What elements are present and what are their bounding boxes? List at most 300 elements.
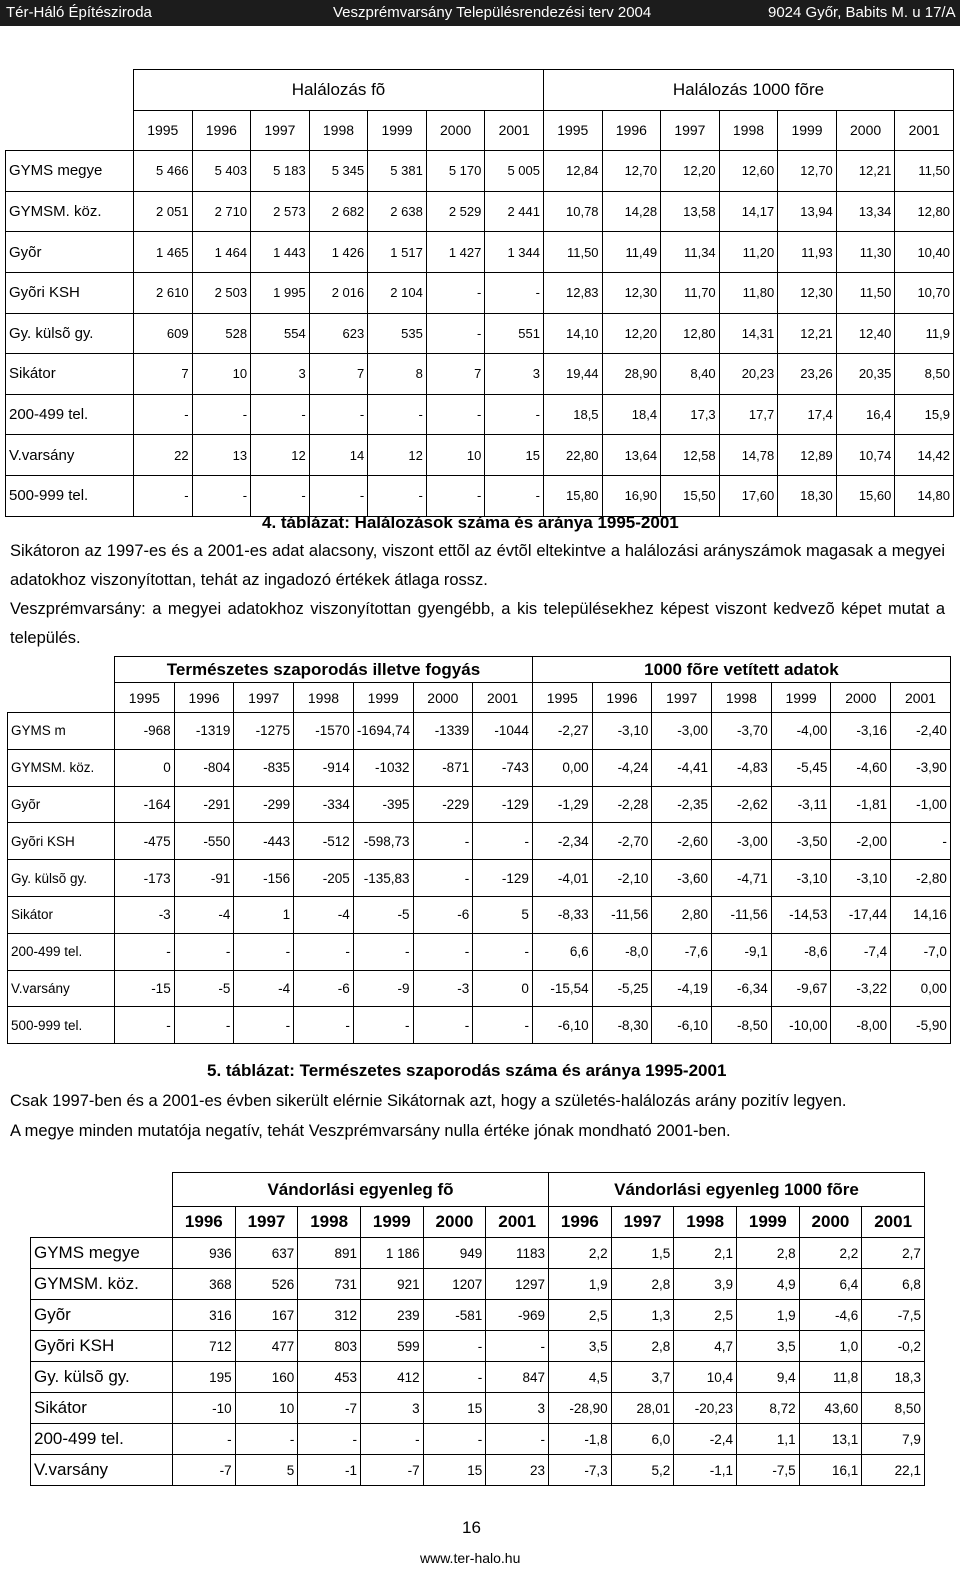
mortality-cell: 1 443 (251, 232, 310, 273)
natural-increase-cell: -14,53 (771, 896, 831, 933)
natural-increase-cell: -2,70 (592, 823, 652, 860)
migration-cell: -28,90 (549, 1393, 612, 1424)
migration-cell: 3,7 (611, 1362, 674, 1393)
natural-increase-cell: 0 (473, 970, 533, 1007)
natural-increase-cell: -6,10 (652, 1007, 712, 1044)
mortality-cell: 12,58 (661, 435, 720, 476)
migration-cell: 3,9 (674, 1269, 737, 1300)
mortality-cell: 10,74 (836, 435, 895, 476)
page-header (0, 0, 960, 26)
natural-increase-cell: -3,10 (771, 860, 831, 897)
natural-increase-cell: -4,00 (771, 713, 831, 750)
mortality-cell: 12 (251, 435, 310, 476)
natural-increase-cell: -395 (353, 786, 413, 823)
natural-increase-cell: -3,22 (831, 970, 891, 1007)
mortality-cell: 28,90 (602, 354, 661, 395)
migration-cell: 239 (360, 1300, 423, 1331)
natural-increase-cell: -9 (353, 970, 413, 1007)
natural-increase-year-header: 1996 (592, 683, 652, 713)
mortality-cell: 2 051 (134, 191, 193, 232)
migration-cell: -7,5 (736, 1455, 799, 1486)
natural-increase-cell: -15 (115, 970, 175, 1007)
mortality-row (6, 475, 954, 516)
natural-increase-cell: 14,16 (891, 896, 951, 933)
natural-increase-cell: -8,00 (831, 1007, 891, 1044)
migration-cell: 3 (486, 1393, 549, 1424)
natural-increase-cell: -4,71 (712, 860, 772, 897)
mortality-cell: 14,10 (543, 313, 602, 354)
mortality-cell: 17,7 (719, 394, 778, 435)
natural-increase-cell: -968 (115, 713, 175, 750)
mortality-cell: 11,50 (895, 151, 954, 192)
mortality-cell: 17,4 (778, 394, 837, 435)
natural-increase-group-header-row (8, 657, 951, 683)
migration-cell: 15 (423, 1455, 486, 1486)
mortality-cell: 18,30 (778, 475, 837, 516)
natural-increase-cell: -4 (294, 896, 354, 933)
natural-increase-cell: -129 (473, 860, 533, 897)
natural-increase-cell: -334 (294, 786, 354, 823)
natural-increase-year-header: 1998 (712, 683, 772, 713)
migration-cell: - (423, 1424, 486, 1455)
mortality-cell: 12,70 (602, 151, 661, 192)
migration-cell: 847 (486, 1362, 549, 1393)
natural-increase-cell: -475 (115, 823, 175, 860)
mortality-cell: 2 682 (309, 191, 368, 232)
migration-cell: -581 (423, 1300, 486, 1331)
natural-increase-cell: 2,80 (652, 896, 712, 933)
mortality-cell: 8,50 (895, 354, 954, 395)
mortality-cell: - (426, 272, 485, 313)
mortality-row (6, 394, 954, 435)
migration-year-header: 2000 (423, 1207, 486, 1238)
mortality-row-label: Gy. külsõ gy. (6, 313, 134, 354)
natural-increase-cell: -871 (413, 749, 473, 786)
mortality-cell: 20,35 (836, 354, 895, 395)
mortality-year-header: 2000 (836, 110, 895, 151)
natural-increase-cell: -2,10 (592, 860, 652, 897)
migration-cell: 2,8 (611, 1269, 674, 1300)
migration-row-label: Gy. külsõ gy. (31, 1362, 173, 1393)
mortality-cell: 11,50 (836, 272, 895, 313)
header-firm: Tér-Háló Építésziroda (6, 4, 152, 21)
natural-increase-year-header: 1995 (115, 683, 175, 713)
migration-cell: -7 (360, 1455, 423, 1486)
mortality-cell: 5 183 (251, 151, 310, 192)
natural-increase-row-label: 500-999 tel. (8, 1007, 115, 1044)
mortality-cell: 14,28 (602, 191, 661, 232)
natural-increase-cell: -156 (234, 860, 294, 897)
migration-cell: 936 (173, 1238, 236, 1269)
natural-increase-cell: -11,56 (592, 896, 652, 933)
header-document-title: Veszprémvarsány Településrendezési terv 2004 (333, 4, 652, 21)
mortality-cell: 11,9 (895, 313, 954, 354)
migration-cell: 1,0 (799, 1331, 862, 1362)
footer-url: www.ter-halo.hu (420, 1550, 521, 1566)
natural-increase-cell: -9,67 (771, 970, 831, 1007)
migration-cell: 10,4 (674, 1362, 737, 1393)
migration-cell: 16,1 (799, 1455, 862, 1486)
natural-increase-cell: -4,24 (592, 749, 652, 786)
migration-cell: 891 (298, 1238, 361, 1269)
mortality-year-header: 1999 (778, 110, 837, 151)
mortality-cell: 14,42 (895, 435, 954, 476)
mortality-cell: 2 610 (134, 272, 193, 313)
mortality-cell: 15 (485, 435, 544, 476)
natural-increase-cell: - (413, 823, 473, 860)
migration-cell: 7,9 (862, 1424, 925, 1455)
migration-cell: 6,4 (799, 1269, 862, 1300)
mortality-cell: - (134, 394, 193, 435)
migration-cell: 4,7 (674, 1331, 737, 1362)
natural-increase-row-label: 200-499 tel. (8, 933, 115, 970)
mortality-row (6, 191, 954, 232)
mortality-cell: - (426, 313, 485, 354)
mortality-row-label: Gyõr (6, 232, 134, 273)
mortality-row-label: Gyõri KSH (6, 272, 134, 313)
migration-cell: 4,9 (736, 1269, 799, 1300)
natural-increase-row (8, 970, 951, 1007)
natural-increase-cell: -1694,74 (353, 713, 413, 750)
natural-increase-cell: -443 (234, 823, 294, 860)
natural-increase-corner-cell (8, 657, 115, 683)
natural-increase-cell: -91 (174, 860, 234, 897)
natural-increase-cell: -7,0 (891, 933, 951, 970)
natural-increase-table-body (8, 657, 951, 1044)
migration-cell: 2,5 (549, 1300, 612, 1331)
migration-cell: 2,7 (862, 1238, 925, 1269)
natural-increase-cell: -8,50 (712, 1007, 772, 1044)
natural-increase-year-header: 2000 (413, 683, 473, 713)
natural-increase-cell: 0,00 (891, 970, 951, 1007)
migration-cell: -4,6 (799, 1300, 862, 1331)
mortality-row-label: 500-999 tel. (6, 475, 134, 516)
mortality-cell: 5 381 (368, 151, 427, 192)
mortality-cell: 2 638 (368, 191, 427, 232)
mortality-cell: 10 (426, 435, 485, 476)
migration-row (31, 1269, 925, 1300)
mortality-cell: 13,58 (661, 191, 720, 232)
natural-increase-cell: -1275 (234, 713, 294, 750)
mortality-cell: 15,50 (661, 475, 720, 516)
mortality-cell: 16,4 (836, 394, 895, 435)
mortality-year-header: 1999 (368, 110, 427, 151)
migration-cell: 13,1 (799, 1424, 862, 1455)
migration-cell: 1207 (423, 1269, 486, 1300)
natural-increase-cell: -3,16 (831, 713, 891, 750)
natural-increase-group-right: 1000 fõre vetített adatok (532, 657, 950, 683)
mortality-cell: 2 104 (368, 272, 427, 313)
migration-cell: 712 (173, 1331, 236, 1362)
migration-table (30, 1172, 925, 1486)
mortality-cell: - (426, 394, 485, 435)
natural-increase-cell: -4,83 (712, 749, 772, 786)
mortality-paragraph-1: Sikátoron az 1997-es és a 2001-es adat alacsony, viszont ettõl az évtõl eltekintve a halálozási arányszámok magasak a megyei adatokhoz viszonyítottan, tehát az ingadozó értékek átlaga rossz. (10, 542, 945, 589)
migration-year-header: 1996 (549, 1207, 612, 1238)
natural-increase-cell: - (413, 933, 473, 970)
natural-increase-cell: -229 (413, 786, 473, 823)
migration-row-label: V.varsány (31, 1455, 173, 1486)
migration-group-right: Vándorlási egyenleg 1000 fõre (549, 1173, 925, 1207)
migration-corner-cell-2 (31, 1207, 173, 1238)
page-number: 16 (462, 1518, 481, 1537)
mortality-cell: 8 (368, 354, 427, 395)
migration-cell: 803 (298, 1331, 361, 1362)
migration-cell: 8,72 (736, 1393, 799, 1424)
mortality-cell: 623 (309, 313, 368, 354)
natural-increase-cell: -3,50 (771, 823, 831, 860)
mortality-cell: 10 (192, 354, 251, 395)
migration-cell: 28,01 (611, 1393, 674, 1424)
natural-increase-cell: -291 (174, 786, 234, 823)
migration-group-header-row (31, 1173, 925, 1207)
mortality-cell: 12,30 (778, 272, 837, 313)
natural-increase-row (8, 786, 951, 823)
migration-row (31, 1424, 925, 1455)
migration-cell: -7 (173, 1455, 236, 1486)
migration-cell: 8,50 (862, 1393, 925, 1424)
natural-increase-cell: -4 (174, 896, 234, 933)
natural-increase-cell: 0 (115, 749, 175, 786)
natural-increase-cell: -512 (294, 823, 354, 860)
natural-increase-year-header-row (8, 683, 951, 713)
mortality-cell: 15,9 (895, 394, 954, 435)
migration-cell: 1 186 (360, 1238, 423, 1269)
natural-increase-cell: -2,35 (652, 786, 712, 823)
migration-cell: 1,5 (611, 1238, 674, 1269)
migration-cell: -1 (298, 1455, 361, 1486)
migration-cell: -969 (486, 1300, 549, 1331)
migration-cell: 637 (235, 1238, 298, 1269)
migration-cell: -1,8 (549, 1424, 612, 1455)
mortality-cell: - (485, 394, 544, 435)
migration-year-header: 1997 (611, 1207, 674, 1238)
natural-increase-cell: -4,19 (652, 970, 712, 1007)
natural-increase-cell: -550 (174, 823, 234, 860)
mortality-cell: 20,23 (719, 354, 778, 395)
natural-increase-cell: -4,01 (532, 860, 592, 897)
migration-cell: 312 (298, 1300, 361, 1331)
mortality-cell: 12,30 (602, 272, 661, 313)
natural-increase-cell: -1,00 (891, 786, 951, 823)
mortality-cell: - (485, 475, 544, 516)
mortality-cell: 18,4 (602, 394, 661, 435)
natural-increase-cell: -7,4 (831, 933, 891, 970)
natural-increase-cell: -3 (413, 970, 473, 1007)
mortality-group-header-row (6, 70, 954, 111)
mortality-cell: 13,34 (836, 191, 895, 232)
natural-increase-cell: - (294, 1007, 354, 1044)
mortality-cell: 22 (134, 435, 193, 476)
mortality-year-header: 1998 (719, 110, 778, 151)
mortality-cell: - (426, 475, 485, 516)
mortality-cell: 11,80 (719, 272, 778, 313)
mortality-cell: 15,60 (836, 475, 895, 516)
natural-increase-table-caption: 5. táblázat: Természetes szaporodás száma és aránya 1995-2001 (207, 1061, 727, 1080)
natural-increase-cell: -6 (413, 896, 473, 933)
mortality-cell: 12 (368, 435, 427, 476)
migration-row (31, 1331, 925, 1362)
mortality-table (5, 69, 954, 517)
mortality-cell: 12,21 (836, 151, 895, 192)
migration-cell: 2,8 (736, 1238, 799, 1269)
migration-cell: -7,5 (862, 1300, 925, 1331)
migration-row-label: 200-499 tel. (31, 1424, 173, 1455)
mortality-cell: 1 465 (134, 232, 193, 273)
natural-increase-cell: - (115, 933, 175, 970)
mortality-cell: - (192, 475, 251, 516)
natural-increase-cell: -5,45 (771, 749, 831, 786)
natural-increase-cell: -4,60 (831, 749, 891, 786)
migration-cell: 2,1 (674, 1238, 737, 1269)
natural-increase-row-label: V.varsány (8, 970, 115, 1007)
mortality-cell: 7 (426, 354, 485, 395)
mortality-cell: 1 427 (426, 232, 485, 273)
mortality-cell: 13 (192, 435, 251, 476)
mortality-year-header: 2001 (485, 110, 544, 151)
natural-increase-cell: -2,27 (532, 713, 592, 750)
mortality-cell: - (134, 475, 193, 516)
mortality-cell: 23,26 (778, 354, 837, 395)
migration-year-header: 1999 (360, 1207, 423, 1238)
mortality-cell: 12,20 (661, 151, 720, 192)
mortality-row (6, 151, 954, 192)
mortality-year-header: 1995 (543, 110, 602, 151)
migration-cell: 6,0 (611, 1424, 674, 1455)
mortality-cell: 10,70 (895, 272, 954, 313)
mortality-cell: 12,83 (543, 272, 602, 313)
natural-increase-cell: -2,40 (891, 713, 951, 750)
natural-increase-cell: -2,60 (652, 823, 712, 860)
mortality-cell: - (309, 394, 368, 435)
migration-row (31, 1300, 925, 1331)
migration-cell: 1,9 (549, 1269, 612, 1300)
migration-row (31, 1393, 925, 1424)
migration-row-label: Sikátor (31, 1393, 173, 1424)
natural-increase-cell: -2,00 (831, 823, 891, 860)
natural-increase-cell: - (234, 933, 294, 970)
natural-increase-year-header: 1996 (174, 683, 234, 713)
natural-increase-cell: -5 (174, 970, 234, 1007)
mortality-cell: 22,80 (543, 435, 602, 476)
natural-increase-cell: -804 (174, 749, 234, 786)
natural-increase-cell: -6,34 (712, 970, 772, 1007)
natural-increase-row (8, 1007, 951, 1044)
migration-cell: 599 (360, 1331, 423, 1362)
natural-increase-cell: -2,28 (592, 786, 652, 823)
natural-increase-cell: - (174, 1007, 234, 1044)
mortality-cell: 12,60 (719, 151, 778, 192)
mortality-year-header: 1995 (134, 110, 193, 151)
mortality-year-header: 1998 (309, 110, 368, 151)
migration-cell: 160 (235, 1362, 298, 1393)
migration-cell: 9,4 (736, 1362, 799, 1393)
natural-increase-cell: - (473, 933, 533, 970)
natural-increase-year-header: 2001 (473, 683, 533, 713)
natural-increase-cell: -15,54 (532, 970, 592, 1007)
mortality-row-label: V.varsány (6, 435, 134, 476)
migration-cell: 949 (423, 1238, 486, 1269)
natural-increase-cell: - (473, 823, 533, 860)
migration-cell: -20,23 (674, 1393, 737, 1424)
mortality-row (6, 232, 954, 273)
natural-increase-cell: -2,34 (532, 823, 592, 860)
migration-year-header: 1998 (674, 1207, 737, 1238)
migration-row-label: Gyõri KSH (31, 1331, 173, 1362)
mortality-cell: 5 005 (485, 151, 544, 192)
migration-cell: - (486, 1424, 549, 1455)
migration-cell: - (235, 1424, 298, 1455)
natural-increase-year-header: 1997 (234, 683, 294, 713)
natural-increase-year-header: 1995 (532, 683, 592, 713)
mortality-cell: - (251, 394, 310, 435)
mortality-cell: 1 464 (192, 232, 251, 273)
natural-increase-cell: -743 (473, 749, 533, 786)
natural-increase-cell: -205 (294, 860, 354, 897)
natural-increase-year-header: 1999 (771, 683, 831, 713)
migration-table-body (31, 1173, 925, 1486)
migration-cell: - (486, 1331, 549, 1362)
mortality-cell: 12,20 (602, 313, 661, 354)
mortality-cell: 11,30 (836, 232, 895, 273)
natural-increase-corner-cell-2 (8, 683, 115, 713)
mortality-cell: 2 016 (309, 272, 368, 313)
mortality-cell: 1 344 (485, 232, 544, 273)
mortality-cell: 12,84 (543, 151, 602, 192)
migration-cell: 18,3 (862, 1362, 925, 1393)
mortality-cell: 11,34 (661, 232, 720, 273)
mortality-cell: 11,70 (661, 272, 720, 313)
mortality-cell: 14 (309, 435, 368, 476)
mortality-year-header-row (6, 110, 954, 151)
natural-increase-year-header: 1997 (652, 683, 712, 713)
natural-increase-cell: -1,29 (532, 786, 592, 823)
mortality-cell: 5 345 (309, 151, 368, 192)
migration-cell: 453 (298, 1362, 361, 1393)
mortality-cell: 2 441 (485, 191, 544, 232)
mortality-cell: 11,93 (778, 232, 837, 273)
mortality-cell: 12,70 (778, 151, 837, 192)
migration-row (31, 1238, 925, 1269)
mortality-year-header: 2000 (426, 110, 485, 151)
natural-increase-row (8, 713, 951, 750)
mortality-cell: 5 170 (426, 151, 485, 192)
natural-increase-row (8, 823, 951, 860)
mortality-cell: 13,64 (602, 435, 661, 476)
mortality-year-header: 1997 (251, 110, 310, 151)
migration-cell: 11,8 (799, 1362, 862, 1393)
natural-increase-row-label: Gy. külsõ gy. (8, 860, 115, 897)
migration-cell: - (173, 1424, 236, 1455)
mortality-cell: 12,80 (895, 191, 954, 232)
migration-year-header: 1998 (298, 1207, 361, 1238)
mortality-group-left: Halálozás fõ (134, 70, 544, 111)
migration-cell: -10 (173, 1393, 236, 1424)
natural-increase-cell: -3,60 (652, 860, 712, 897)
natural-increase-row-label: Gyõri KSH (8, 823, 115, 860)
natural-increase-cell: -8,33 (532, 896, 592, 933)
natural-increase-cell: -3,11 (771, 786, 831, 823)
natural-increase-cell: -11,56 (712, 896, 772, 933)
migration-year-header: 1996 (173, 1207, 236, 1238)
migration-cell: 23 (486, 1455, 549, 1486)
mortality-cell: 18,5 (543, 394, 602, 435)
mortality-cell: 7 (309, 354, 368, 395)
mortality-row-label: 200-499 tel. (6, 394, 134, 435)
mortality-row-label: GYMS megye (6, 151, 134, 192)
natural-increase-cell: -2,62 (712, 786, 772, 823)
natural-increase-row (8, 749, 951, 786)
